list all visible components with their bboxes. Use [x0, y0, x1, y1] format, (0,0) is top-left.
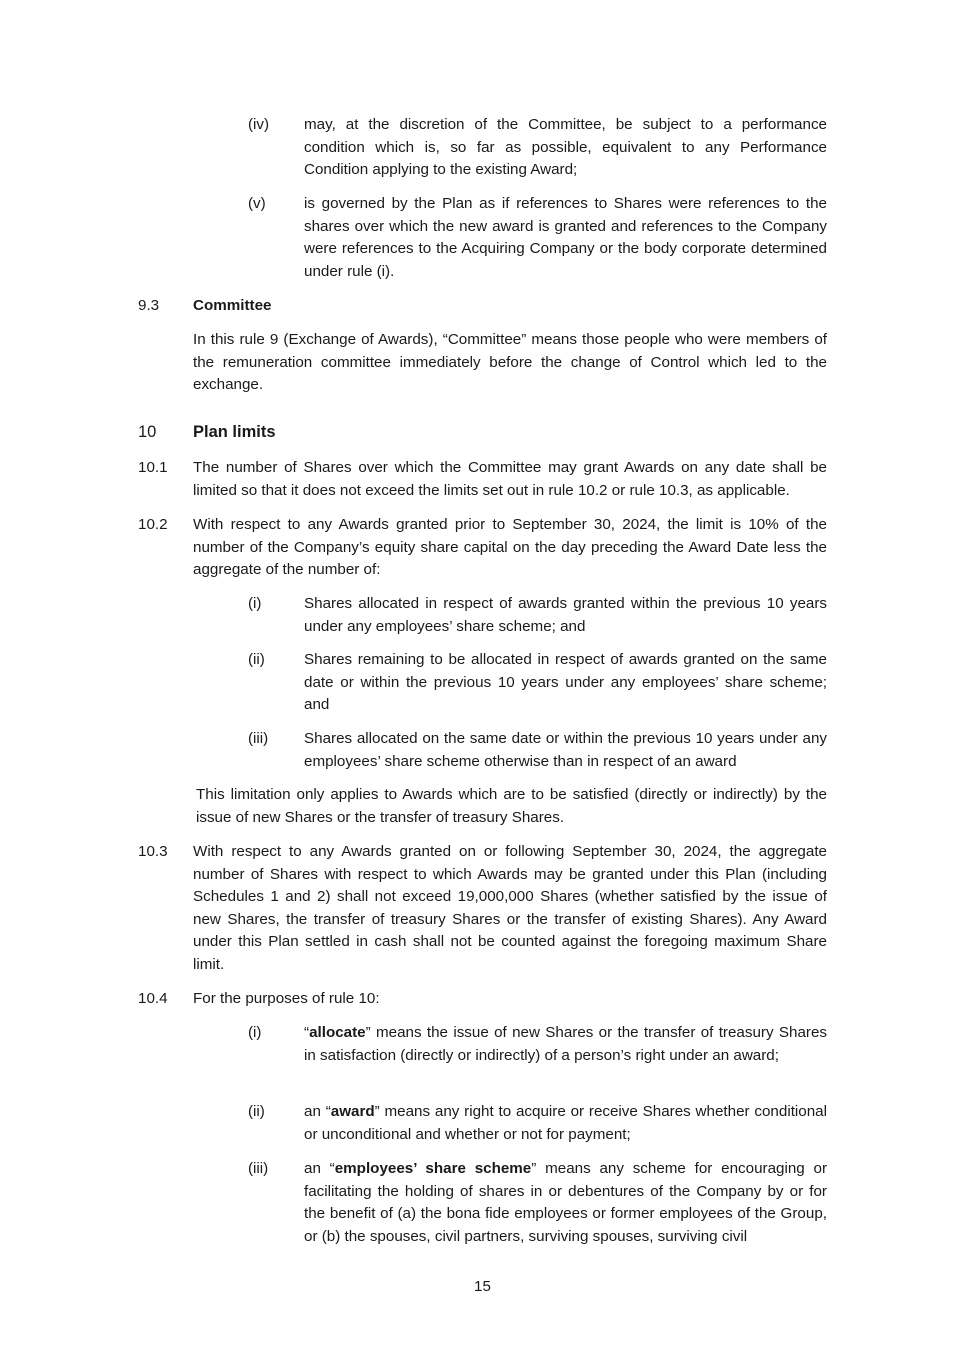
section-number: 10 [138, 423, 157, 441]
defined-term: award [330, 1103, 375, 1120]
section-number: 10.2 [138, 516, 168, 533]
item-label: (ii) [248, 651, 265, 668]
item-label: (i) [248, 595, 262, 612]
defined-term: allocate [309, 1024, 366, 1041]
item-label: (v) [248, 195, 266, 212]
item-label: (iv) [248, 116, 270, 133]
item-text: Shares remaining to be allocated in respect of awards granted on the same date or within the previous 10 years under any employees’ share scheme; and [304, 651, 827, 713]
definition-body: ” means any scheme for encouraging or facilitating the holding of shares in or debentures of the Company by or for the benefit of (a) the bona fide employees or former employees of the Group, or (b) the spouses, civil partners, surviving spouses, surviving civil [304, 1160, 828, 1245]
section-number: 10.3 [138, 843, 168, 860]
quote-open: an “ [304, 1160, 335, 1177]
item-text: Shares allocated in respect of awards granted within the previous 10 years under any employees’ share scheme; and [304, 595, 827, 635]
item-text: is governed by the Plan as if references to Shares were references to the shares over which the new award is granted and references to the Company were references to the Acquiring Company or the body corporate determined under rule (i). [304, 195, 827, 280]
limitation-text: This limitation only applies to Awards which are to be satisfied (directly or indirectly) by the issue of new Shares or the transfer of treasury Shares. [196, 786, 827, 826]
definition-text [304, 1158, 827, 1248]
item-text: Shares allocated on the same date or within the previous 10 years under any employees’ share scheme otherwise than in respect of an award [304, 730, 827, 770]
defined-term: employees’ share scheme [334, 1160, 532, 1177]
definition-body: ” means the issue of new Shares or the transfer of treasury Shares in satisfaction (directly or indirectly) of a person’s right under an award; [304, 1024, 827, 1064]
page-number: 15 [474, 1278, 491, 1295]
section-number: 10.1 [138, 459, 168, 476]
definition-text [304, 1101, 827, 1146]
item-text: may, at the discretion of the Committee, be subject to a performance condition which is, so far as possible, equivalent to any Performance Condition applying to the existing Award; [304, 116, 827, 178]
section-text: In this rule 9 (Exchange of Awards), “Committee” means those people who were members of the remuneration committee immediately before the change of Control which led to the exchange. [193, 331, 827, 393]
definition-text [304, 1022, 827, 1067]
section-text: With respect to any Awards granted on or following September 30, 2024, the aggregate number of Shares with respect to which Awards may be granted under this Plan (including Schedules 1 and 2) shall not exceed 19,000,000 Shares (whether satisfied by the issue of new Shares, the transfer of treasury Shares or the transfer of existing Shares). Any Award under this Plan settled in cash shall not be counted against the foregoing maximum Share limit. [193, 843, 827, 973]
section-title: Committee [193, 297, 272, 314]
quote-open: an “ [304, 1103, 331, 1120]
section-text: With respect to any Awards granted prior to September 30, 2024, the limit is 10% of the number of the Company’s equity share capital on the day preceding the Award Date less the aggregate of the number of: [193, 516, 827, 578]
section-text: The number of Shares over which the Committee may grant Awards on any date shall be limited so that it does not exceed the limits set out in rule 10.2 or rule 10.3, as applicable. [193, 459, 827, 499]
section-title: Plan limits [193, 423, 276, 441]
item-label: (i) [248, 1024, 262, 1041]
section-number: 10.4 [138, 990, 168, 1007]
definition-body: ” means any right to acquire or receive Shares whether conditional or unconditional and whether or not for payment; [304, 1103, 828, 1143]
section-text: For the purposes of rule 10: [193, 990, 380, 1007]
item-label: (iii) [248, 1160, 269, 1177]
item-label: (ii) [248, 1103, 265, 1120]
section-number: 9.3 [138, 297, 160, 314]
item-label: (iii) [248, 730, 269, 747]
quote-open: “ [304, 1024, 310, 1041]
